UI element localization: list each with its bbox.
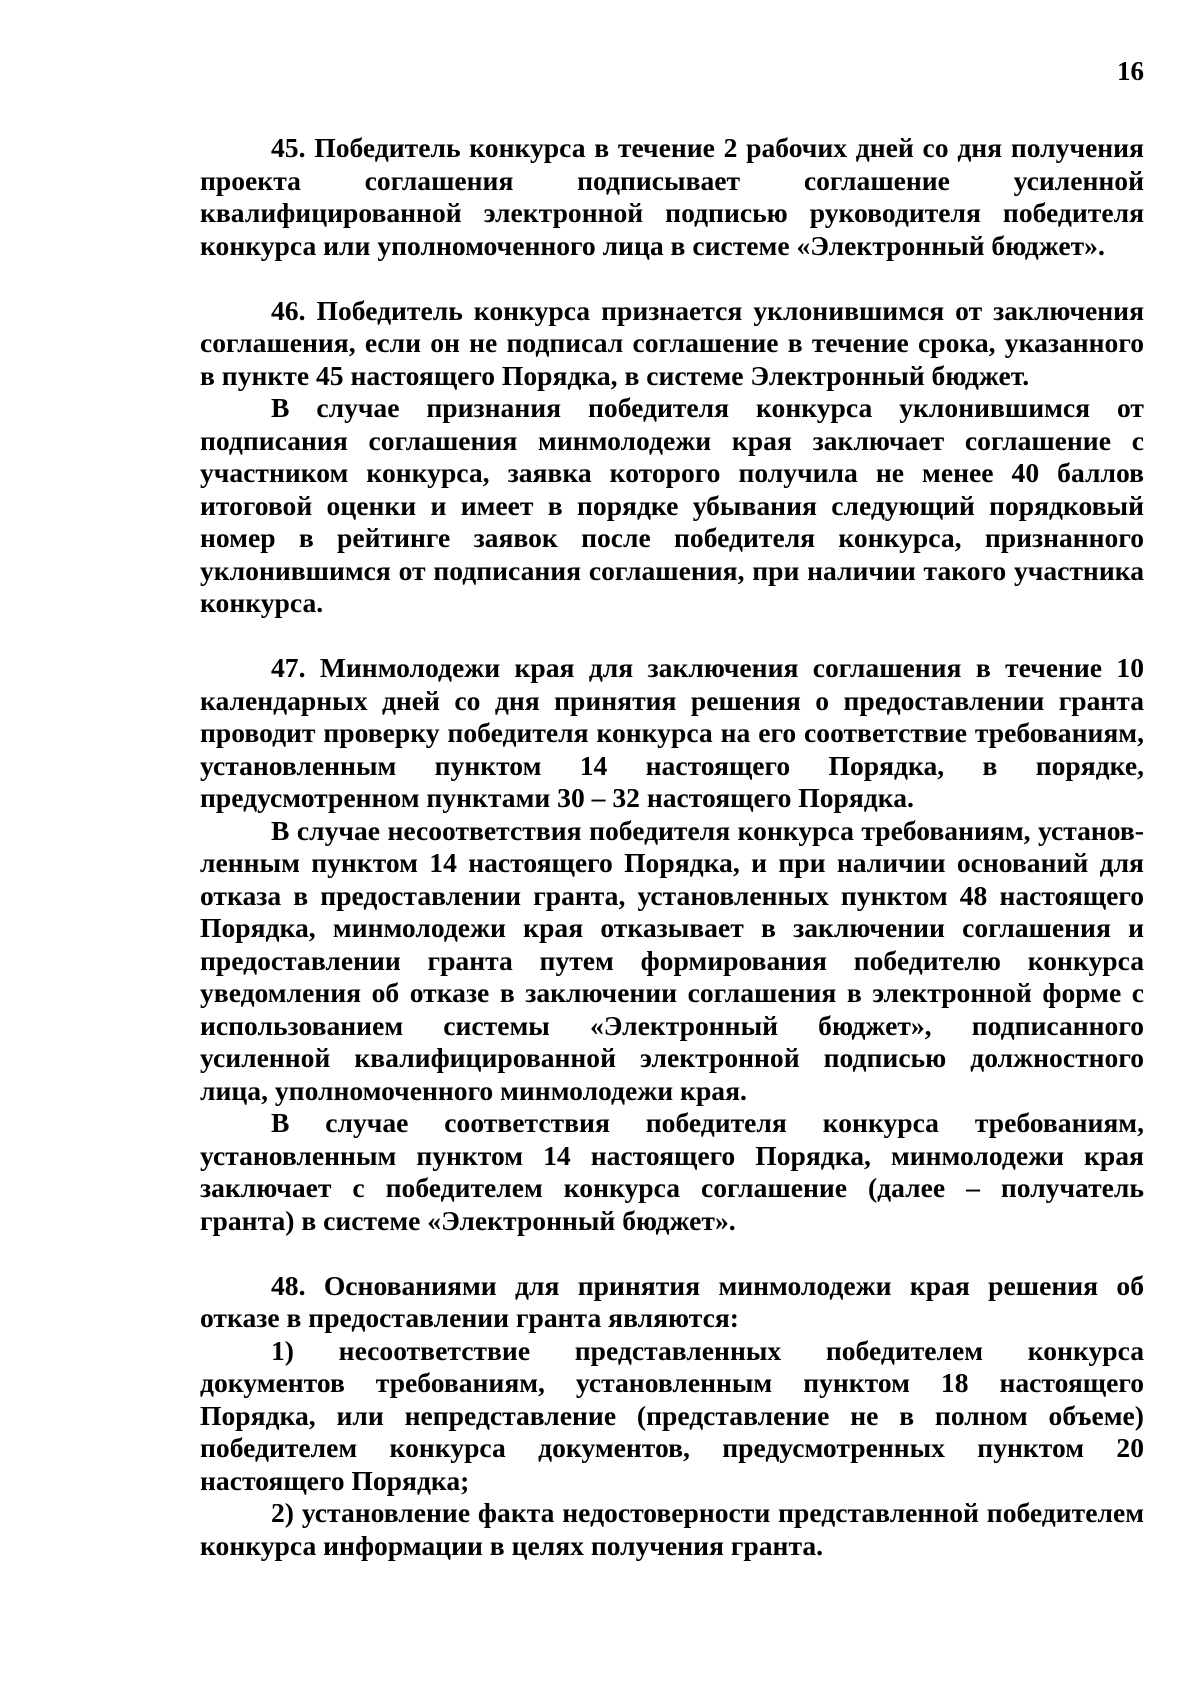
paragraph-47-compliance: В случае соответствия победителя конкурса требованиям, установленным пунктом 14 настоящего Порядка, минмолодежи края заключает с победителем конкурса соглашение (далее – получатель гранта) в системе «Электронный бюджет». bbox=[200, 1107, 1144, 1236]
paragraph-48-item-2: 2) установление факта недостоверности представленной победителем конкурса информации в целях получения гранта. bbox=[200, 1497, 1144, 1561]
paragraph-46: 46. Победитель конкурса признается уклонившимся от заключения соглашения, если он не подписал соглашение в течение срока, указанного в пункте 45 настоящего Порядка, в системе Электронный бюджет. bbox=[200, 294, 1144, 391]
paragraph-46-evasion: В случае признания победителя конкурса уклонившимся от подписания соглашения минмолодежи края заключает соглашение с участником конкурса, заявка которого получила не менее 40 баллов итоговой оценки и имеет в порядке убывания следующий порядковый номер в рейтинге заявок после победителя конкурса, признанного уклонившимся от подписания соглашения, при наличии такого участника конкурса. bbox=[200, 392, 1144, 618]
paragraph-48-item-1: 1) несоответствие представленных победителем конкурса документов требованиям, установленным пунктом 18 настоящего Порядка, или непредставление (представление не в полном объеме) победителем конкурса документов, предусмотренных пунктом 20 настоящего Порядка; bbox=[200, 1334, 1144, 1496]
paragraph-47: 47. Минмолодежи края для заключения соглашения в течение 10 календарных дней со дня принятия решения о предоставлении гранта проводит проверку победителя конкурса на его соответствие требованиям, установленным пунктом 14 настоящего Порядка, в порядке, предусмотренном пунктами 30 – 32 настоящего Порядка. bbox=[200, 652, 1144, 813]
paragraph-47-noncompliance: В случае несоответствия победителя конкурса требованиям, установленным пунктом 14 настоящего Порядка, и при наличии оснований для отказа в предоставлении гранта, установленных пунктом 48 настоящего Порядка, минмолодежи края отказывает в заключении соглашения и предоставлении гранта путем формирования победителю конкурса уведомления об отказе в заключении соглашения в электронной форме с использованием системы «Электронный бюджет», подписанного усиленной квалифицированной электронной подписью должностного лица, уполномоченного минмолодежи края. bbox=[200, 814, 1144, 1106]
paragraph-48: 48. Основаниями для принятия минмолодежи края решения об отказе в предоставлении гранта являются: bbox=[200, 1269, 1144, 1333]
document-body bbox=[200, 132, 1144, 1562]
paragraph-45: 45. Победитель конкурса в течение 2 рабочих дней со дня получения проекта соглашения подписывает соглашение усиленной квалифицированной электронной подписью руководителя победителя конкурса или уполномоченного лица в системе «Электронный бюджет». bbox=[200, 132, 1144, 261]
page-number: 16 bbox=[1117, 56, 1144, 86]
